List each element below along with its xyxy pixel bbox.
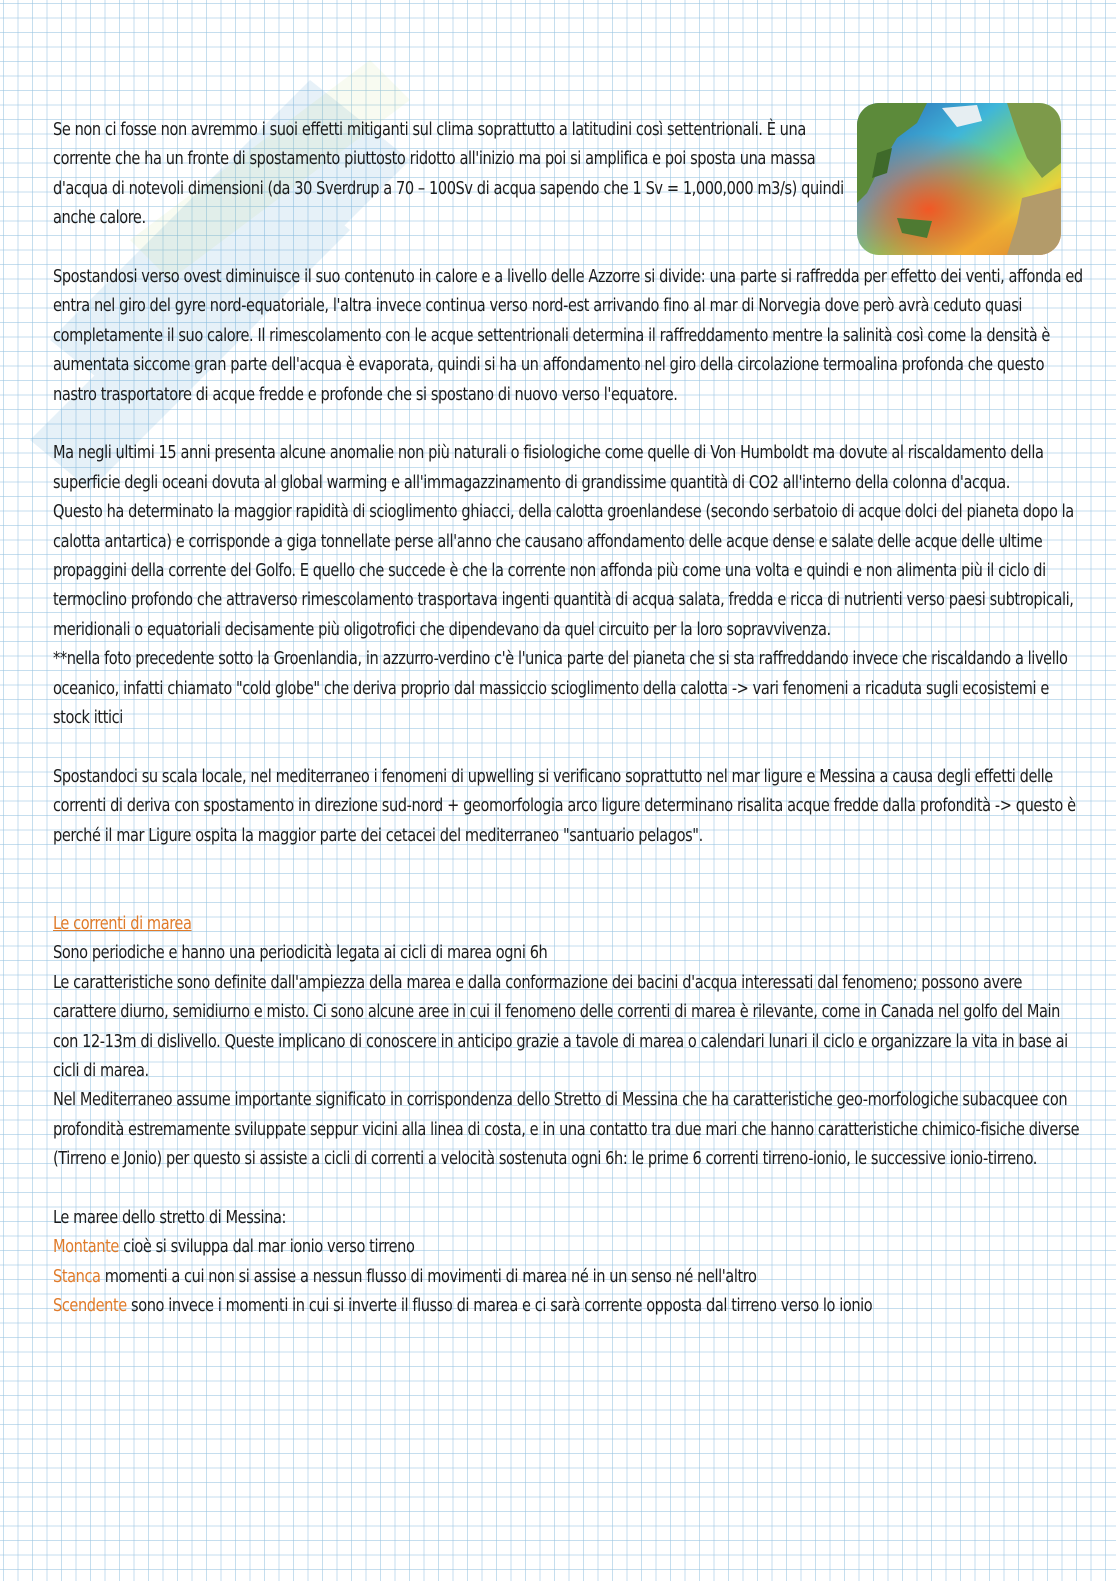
paragraph-cold-globe-note: **nella foto precedente sotto la Groenlandia, in azzurro-verdino c'è l'unica parte del pianeta che si sta raffreddando invece che riscaldando a livello oceanico, infatti chiamato "cold globe" che deriva proprio dal massiccio scioglimento della calotta -> vari fenomeni a ricaduta sugli ecosistemi e stock ittici <box>53 649 1068 729</box>
tide-desc: sono invece i momenti in cui si inverte il flusso di marea e ci sarà corrente opposta dal tirreno verso lo ionio <box>126 1296 873 1317</box>
tide-desc: momenti a cui non si assise a nessun flusso di movimenti di marea né in un senso né nell'altro <box>100 1266 757 1287</box>
tide-term: Montante <box>53 1237 119 1258</box>
section-title-tidal-currents[interactable]: Le correnti di marea <box>53 913 192 934</box>
tide-term: Stanca <box>53 1266 101 1287</box>
paragraph-ice-melting: Questo ha determinato la maggior rapidità di scioglimento ghiacci, della calotta groenlandese (secondo serbatoio di acque dolci del pianeta dopo la calotta antartica) e corrisponde a giga tonnellate perse all'anno che causano affondamento delle acque dense e salate delle acque delle ultime propaggini della corrente del Golfo. E quello che succede è che la corrente non affonda più come una volta e quindi e non alimenta più il ciclo di termoclino profondo che attraverso rimescolamento trasportava ingenti quantità di acqua salata, fredda e ricca di nutrienti verso paesi subtropicali, meridionali o equatoriali decisamente più oligotrofici che dipendevano da quel circuito per la loro sopravvivenza. <box>53 502 1074 640</box>
tide-item-scendente <box>53 1292 1083 1321</box>
document-body <box>53 116 1083 1322</box>
paragraph-anomalies: Ma negli ultimi 15 anni presenta alcune anomalie non più naturali o fisiologiche come quelle di Von Humboldt ma dovute al riscaldamento della superficie degli oceani dovuta al global warming e all'immagazzinamento di grandissime quantità di CO2 all'interno della colonna d'acqua. <box>53 443 1044 493</box>
tide-desc: cioè si sviluppa dal mar ionio verso tirreno <box>118 1237 415 1258</box>
paragraph-tide-characteristics: Le caratteristiche sono definite dall'ampiezza della marea e dalla conformazione dei bacini d'acqua interessati dal fenomeno; possono avere carattere diurno, semidiurno e misto. Ci sono alcune aree in cui il fenomeno delle correnti di marea è rilevante, come in Canada nel golfo del Main con 12-13m di dislivello. Queste implicano di conoscere in anticipo grazie a tavole di marea o calendari lunari il ciclo e organizzare la vita in base ai cicli di marea. <box>53 972 1068 1081</box>
paragraph-azores-split: Spostandosi verso ovest diminuisce il suo contenuto in calore e a livello delle Azzorre si divide: una parte si raffredda per effetto dei venti, affonda ed entra nel giro del gyre nord-equatoriale, l'altra invece continua verso nord-est arrivando fino al mar di Norvegia dove però avrà ceduto quasi completamente il suo calore. Il rimescolamento con le acque settentrionali determina il raffreddamento mentre la salinità così come la densità è aumentata siccome gran parte dell'acqua è evaporata, quindi si ha un affondamento nel giro della circolazione termoalina profonda che questo nastro trasportatore di acque fredde e profonde che si spostano di nuovo verso l'equatore. <box>53 267 1083 405</box>
tide-term: Scendente <box>53 1296 127 1317</box>
tide-item-montante <box>53 1233 1083 1262</box>
paragraph-upwelling: Spostandoci su scala locale, nel mediterraneo i fenomeni di upwelling si verificano soprattutto nel mar ligure e Messina a causa degli effetti delle correnti di deriva con spostamento in direzione sud-nord + geomorfologia arco ligure determinano risalita acque fredde dalla profondità -> questo è perché il mar Ligure ospita la maggior parte dei cetacei del mediterraneo "santuario pelagos". <box>53 766 1076 846</box>
paragraph-gulf-stream-intro: Se non ci fosse non avremmo i suoi effetti mitiganti sul clima soprattutto a latitudini così settentrionali. È una corrente che ha un fronte di spostamento piuttosto ridotto all'inizio ma poi si amplifica e poi sposta una massa d'acqua di notevoli dimensioni (da 30 Sverdrup a 70 – 100Sv di acqua sapendo che 1 Sv = 1,000,000 m3/s) quindi anche calore. <box>53 120 844 229</box>
paragraph-tide-periodicity: Sono periodiche e hanno una periodicità legata ai cicli di marea ogni 6h <box>53 943 548 964</box>
tide-item-stanca <box>53 1263 1083 1292</box>
paragraph-messina-strait: Nel Mediterraneo assume importante significato in corrispondenza dello Stretto di Messina che ha caratteristiche geo-morfologiche subacquee con profondità estremamente sviluppate seppur vicini alla linea di costa, e in una contatto tra due mari che hanno caratteristiche chimico-fisiche diverse (Tirreno e Jonio) per questo si assiste a cicli di correnti a velocità sostenuta ogni 6h: le prime 6 correnti tirreno-ionio, le successive ionio-tirreno. <box>53 1090 1080 1170</box>
paragraph-messina-tides-heading: Le maree dello stretto di Messina: <box>53 1207 287 1228</box>
